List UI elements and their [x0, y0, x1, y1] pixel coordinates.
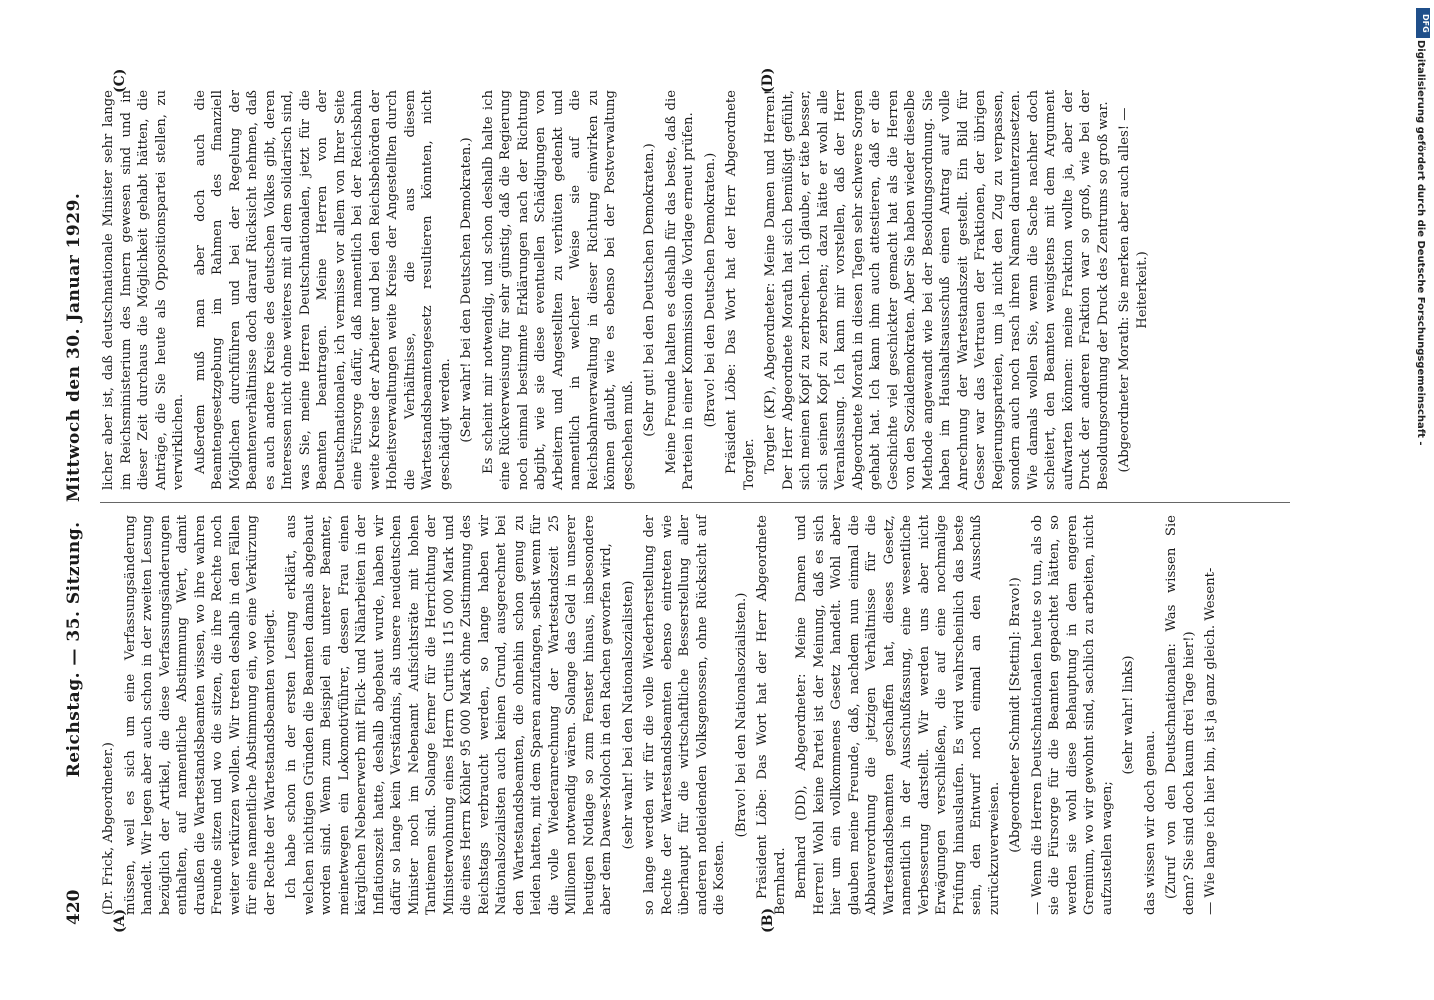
interjection: (sehr wahr! bei den Nationalsozialisten)	[620, 580, 636, 850]
paragraph: das wissen wir doch genau.	[1142, 730, 1158, 915]
paragraph: so lange werden wir für die volle Wiederherstellung der Rechte der Wartestandsbeamten ebenso eintreten wie überhaupt für die wirtschaftliche Besserstellung aller anderen notleidenden Volksgenossen, ohne Rücksicht auf die Kosten.	[642, 515, 727, 915]
margin-mark-c: (C)	[112, 68, 128, 93]
digitization-note	[1412, 40, 1428, 960]
interjection: (Zuruf von den Deutschnationalen: Was wissen Sie denn? Sie sind doch kaum drei Tage hier!)	[1164, 515, 1197, 915]
interjection: (Sehr wahr! bei den Deutschen Demokraten.)	[459, 137, 474, 443]
paragraph: — Wenn die Herren Deutschnationalen heute so tun, als ob sie die Fürsorge für die Beamten gepachtet hätten, so werden sie wohl diese Behauptung in dem engeren Gremium, wo wir gewohnt sind, sachlich zu arbeiten, nicht aufzustellen wagen;	[1029, 515, 1115, 915]
page-header	[60, 75, 90, 935]
page-number: 420	[64, 889, 84, 925]
paragraph: müssen, weil es sich um eine Verfassungsänderung handelt. Wir legen aber auch schon in der zweiten Lesung bezüglich der Artikel, die diese Verfassungsänderungen enthalten, auf namentliche Abstimmung Wert, damit draußen die Wartestandsbeamten wissen, wo ihre wahren Freunde sitzen und wo die sitzen, die ihre Rechte noch weiter verkürzen wollen. Wir treten deshalb in den Fällen für eine namentliche Abstimmung ein, wo eine Verkürzung der Rechte der Wartestandsbeamten vorliegt.	[122, 515, 278, 915]
paragraph: Außerdem muß man aber doch auch die Beamtengesetzgebung im Rahmen des finanziell Möglichen durchführen und bei der Regelung der Beamtenverhältnisse doch darauf Rücksicht nehmen, daß es auch andere Kreise des deutschen Volkes gibt, deren Interessen nicht ohne weiteres mit all dem solidarisch sind, was Sie, meine Herren Deutschnationalen, jetzt für die Beamten beantragen. Meine Herren von der Deutschnationalen, ich vermisse vor allem von Ihrer Seite eine Fürsorge dafür, daß namentlich bei der Reichsbahn weite Kreise der Arbeiter und bei den Reichsbehörden der Hoheitsverwaltungen weite Kreise der Angestellten durch die Verhältnisse, die aus diesem Wartestandsbeamtengesetz resultieren könnten, nicht geschädigt werden.	[192, 90, 453, 490]
margin-mark-a: (A)	[112, 908, 128, 933]
paragraph: — Wie lange ich hier bin, ist ja ganz gleich. Wesent-	[1203, 567, 1218, 915]
margin-mark-b: (B)	[760, 907, 776, 933]
interjection: (Bravo! bei den Nationalsozialisten.)	[733, 592, 749, 838]
president-remark: Präsident Löbe: Das Wort hat der Herr Abgeordnete Torgler.	[724, 90, 757, 490]
speech-paragraph: Torgler (KP), Abgeordneter: Meine Damen und Herren! Der Herr Abgeordnete Morath hat sich bemüßigt gefühlt, sich meinen Kopf zu zerbrechen. Ich glaube, er täte besser, sich seinen Kopf zu zerbrechen; dazu hätte er wohl alle Veranlassung. Ich kann mir vorstellen, daß der Herr Abgeordnete Morath in diesen Tagen sehr schwere Sorgen gehabt hat. Ich kann ihm auch attestieren, daß er die Geschichte viel geschickter gemacht hat als die Herren von den Sozialdemokraten. Aber Sie haben wieder dieselbe Methode angewandt wie bei der Besoldungsordnung. Sie haben im Haushaltsausschuß einen Antrag auf volle Anrechnung der Wartestandszeit gestellt. Ein Bild für Gesser war das Vertrauen der Fraktionen, der übrigen Regierungsparteien, um ja nicht den Zug zu verpassen, sondern auch noch rasch ihren Namen darunterzusetzen. Wie damals wollen Sie, wenn die Sache nachher doch scheitert, den Beamten wenigstens mit dem Argument aufwarten können: meine Fraktion wollte ja, aber der Druck der anderen Fraktion war so groß, wie bei der Besoldungsordnung der Druck des Zentrums so groß war.	[763, 90, 1111, 490]
column-divider	[100, 502, 1290, 503]
right-column	[100, 90, 1155, 490]
session-title: Reichstag. — 35. Sitzung.	[64, 521, 84, 778]
president-remark: Präsident Löbe: Das Wort hat der Herr Abgeordnete Bernhard.	[755, 515, 788, 915]
paragraph: licher aber ist, daß deutschnationale Minister sehr lange im Reichsministerium des Innern gewesen sind und in dieser Zeit durchaus die Möglichkeit gehabt hätten, die Anträge, die Sie heute als Oppositionspartei stellen, zu verwirklichen.	[101, 90, 186, 490]
interjection: (sehr wahr! links)	[1121, 655, 1136, 775]
session-date: Mittwoch den 30. Januar 1929.	[64, 192, 84, 503]
rotated-document	[60, 67, 1320, 935]
interjection: (Abgeordneter Schmidt [Stettin]: Bravo!)	[1008, 577, 1023, 853]
paragraph: Es scheint mir notwendig, und schon deshalb halte ich eine Rückverweisung für sehr günstig, daß die Regierung noch einmal bestimmte Erklärungen nach der Richtung abgibt, wie sie diese eventuellen Schädigungen von Arbeitern und Angestellten zu verhüten gedenkt und namentlich in welcher Weise sie auf die Reichsbahnverwaltung in dieser Richtung einwirken zu können glaubt, wie es ebenso bei der Postverwaltung geschehen muß.	[480, 90, 636, 490]
dfg-logo: DFG	[1416, 8, 1430, 38]
speaker-continuation: (Dr. Frick, Abgeordneter.)	[101, 742, 116, 915]
interjection: (Sehr gut! bei den Deutschen Demokraten.)	[642, 143, 657, 437]
left-column	[100, 515, 1224, 915]
speech-paragraph: Bernhard (DD), Abgeordneter: Meine Damen und Herren! Wohl keine Partei ist der Meinung, daß es sich hier um ein vollkommenes Gesetz handelt. Wohl aber glauben meine Freunde, daß, nachdem nun einmal die Abbauverordnung die jetzigen Verhältnisse für die Wartestandsbeamten geschaffen hat, dieses Gesetz, namentlich in der Ausschußfassung, eine wesentliche Verbesserung darstellt. Wir werden uns aber nicht Erwägungen verschließen, die auf eine nochmalige Prüfung hinauslaufen. Es wird wahrscheinlich das beste sein, den Entwurf noch einmal an den Ausschuß zurückzuverweisen.	[794, 515, 1002, 915]
interjection: (Abgeordneter Morath: Sie merken aber auch alles! — Heiterkeit.)	[1117, 107, 1150, 473]
header-title	[64, 185, 84, 785]
digitization-text: Digitalisierung gefördert durch die Deutsche Forschungsgemeinschaft -	[1415, 40, 1426, 446]
paragraph: Ich habe schon in der ersten Lesung erklärt, aus welchen nichtigen Gründen die Beamten damals abgebaut worden sind. Wenn zum Beispiel ein unterer Beamter, meinetwegen ein Lokomotivführer, dessen Frau einen kärglichen Nebenerwerb mit Flick- und Näharbeiten in der Inflationszeit hatte, deshalb abgebaut wurde, haben wir dafür so lange kein Verständnis, als unsere neudeutschen Minister noch im Nebenamt Aufsichtsräte mit hohen Tantiemen sind. Solange ferner für die Herrichtung der Ministerwohnung eines Herrn Curtius 115 000 Mark und die eines Herrn Köhler 95 000 Mark ohne Zustimmung des Reichstags verbraucht werden, so lange haben wir Nationalsozialisten auch keinen Grund, ausgerechnet bei den Wartestandsbeamten, die ohnehin schon genug zu leiden hatten, mit dem Sparen anzufangen, selbst wenn für die volle Wiederanrechnung der Wartestandszeit 25 Millionen notwendig wären. Solange das Geld in unserer heutigen Notlage so zum Fenster hinaus, insbesondere aber dem Dawes-Moloch in den Rachen geworfen wird,	[284, 515, 614, 915]
paragraph: Meine Freunde halten es deshalb für das beste, daß die Parteien in einer Kommission die Vorlage erneut prüfen.	[663, 90, 696, 490]
interjection: (Bravo! bei den Deutschen Demokraten.)	[702, 152, 718, 428]
margin-mark-d: (D)	[760, 67, 776, 93]
